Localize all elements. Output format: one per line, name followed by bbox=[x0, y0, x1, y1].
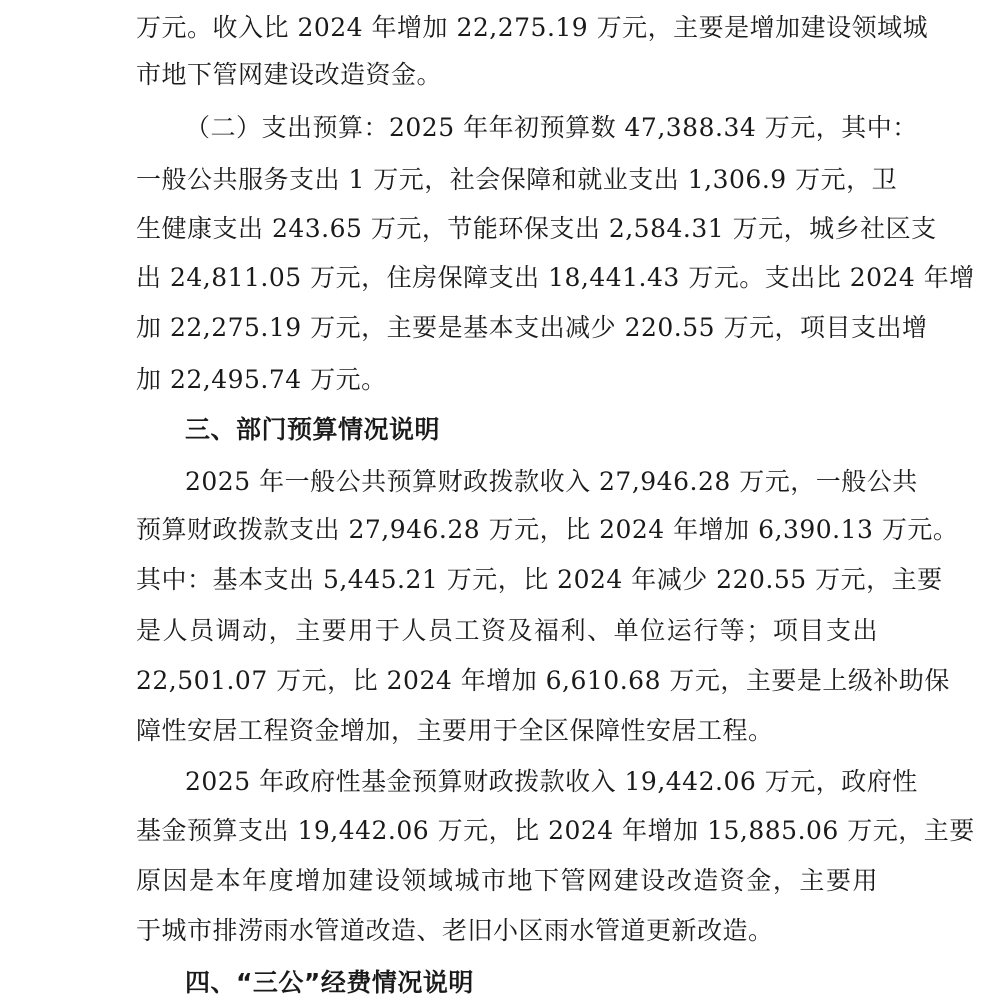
paragraph-line: 于城市排涝雨水管道改造、老旧小区雨水管道更新改造。 bbox=[136, 916, 774, 945]
paragraph-line: 加 22,495.74 万元。 bbox=[136, 365, 387, 394]
paragraph-line: 生健康支出 243.65 万元，节能环保支出 2,584.31 万元，城乡社区支 bbox=[136, 214, 937, 243]
section-heading: 四、“三公”经费情况说明 bbox=[185, 968, 474, 997]
paragraph-line: 障性安居工程资金增加，主要用于全区保障性安居工程。 bbox=[136, 716, 774, 745]
paragraph-line: 基金预算支出 19,442.06 万元，比 2024 年增加 15,885.06 万元，主要 bbox=[136, 816, 975, 845]
section-heading: 三、部门预算情况说明 bbox=[185, 415, 441, 444]
paragraph-line: 2025 年一般公共预算财政拨款收入 27,946.28 万元，一般公共 bbox=[185, 467, 918, 496]
paragraph-line: 市地下管网建设改造资金。 bbox=[136, 60, 443, 89]
paragraph-line: 其中：基本支出 5,445.21 万元，比 2024 年减少 220.55 万元，主要 bbox=[136, 565, 943, 594]
paragraph-line: 2025 年政府性基金预算财政拨款收入 19,442.06 万元，政府性 bbox=[185, 767, 918, 796]
paragraph-line: 一般公共服务支出 1 万元，社会保障和就业支出 1,306.9 万元，卫 bbox=[136, 165, 898, 194]
paragraph-line: 是人员调动，主要用于人员工资及福利、单位运行等；项目支出 bbox=[136, 616, 878, 645]
paragraph-line: 出 24,811.05 万元，住房保障支出 18,441.43 万元。支出比 2024 年增 bbox=[136, 263, 975, 292]
paragraph-line: 万元。收入比 2024 年增加 22,275.19 万元，主要是增加建设领域城 bbox=[136, 13, 929, 42]
paragraph-line: 预算财政拨款支出 27,946.28 万元，比 2024 年增加 6,390.13 万元。 bbox=[136, 515, 959, 544]
subheading-paragraph-line: （二）支出预算：2025 年年初预算数 47,388.34 万元，其中： bbox=[185, 113, 918, 142]
paragraph-line: 加 22,275.19 万元，主要是基本支出减少 220.55 万元，项目支出增 bbox=[136, 313, 928, 342]
paragraph-line: 22,501.07 万元，比 2024 年增加 6,610.68 万元，主要是上级补助保 bbox=[136, 666, 950, 695]
paragraph-line: 原因是本年度增加建设领域城市地下管网建设改造资金，主要用 bbox=[136, 866, 878, 895]
